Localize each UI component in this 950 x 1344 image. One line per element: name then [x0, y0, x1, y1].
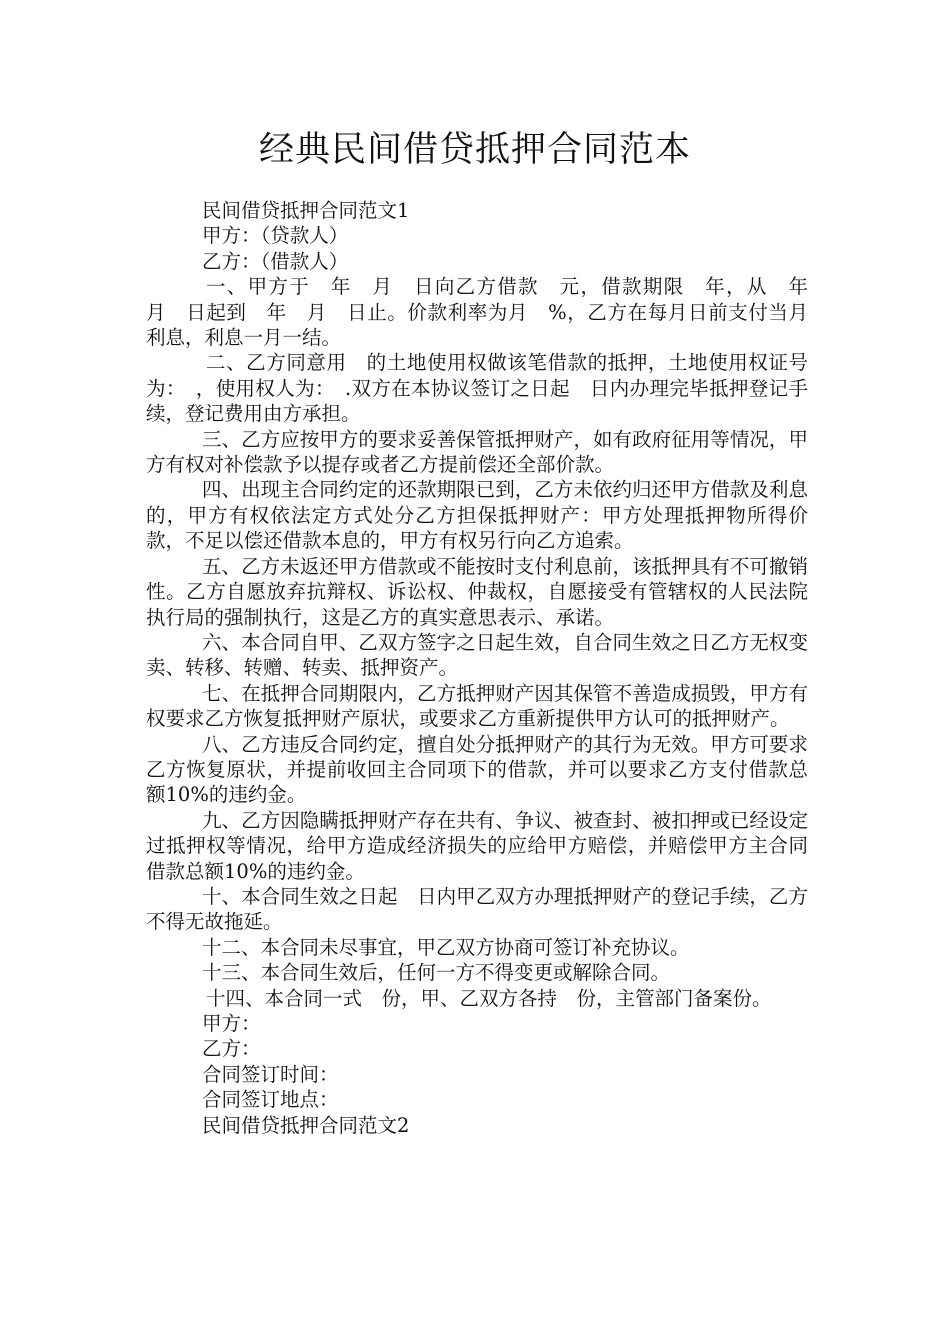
clause-2: 二、乙方同意用 的土地使用权做该笔借款的抵押，土地使用权证号为： ，使用权人为： .双方在本协议签订之日起 日内办理完毕抵押登记手续，登记费用由方承担。 [146, 351, 808, 426]
clause-4: 四、出现主合同约定的还款期限已到，乙方未依约归还甲方借款及利息的，甲方有权依法定方式处分乙方担保抵押财产：甲方处理抵押物所得价款，不足以偿还借款本息的，甲方有权另行向乙方追索。 [146, 478, 808, 553]
clause-7: 七、在抵押合同期限内，乙方抵押财产因其保管不善造成损毁，甲方有权要求乙方恢复抵押财产原状，或要求乙方重新提供甲方认可的抵押财产。 [146, 681, 808, 731]
paragraph-party-b: 乙方：（借款人） [202, 249, 349, 273]
clause-12: 十二、本合同未尽事宜，甲乙双方协商可签订补充协议。 [202, 935, 690, 959]
clause-14: 十四、本合同一式 份，甲、乙双方各持 份，主管部门备案份。 [206, 986, 772, 1010]
clause-3: 三、乙方应按甲方的要求妥善保管抵押财产，如有政府征用等情况，甲方有权对补偿款予以提存或者乙方提前偿还全部价款。 [146, 427, 808, 477]
clause-13: 十三、本合同生效后，任何一方不得变更或解除合同。 [202, 961, 671, 985]
clause-8: 八、乙方违反合同约定，擅自处分抵押财产的其行为无效。甲方可要求乙方恢复原状，并提前收回主合同项下的借款，并可以要求乙方支付借款总额10%的违约金。 [146, 732, 808, 807]
clause-5: 五、乙方未返还甲方借款或不能按时支付利息前，该抵押具有不可撤销性。乙方自愿放弃抗辩权、诉讼权、仲裁权，自愿接受有管辖权的人民法院执行局的强制执行，这是乙方的真实意思表示、承诺。 [146, 554, 808, 629]
clause-6: 六、本合同自甲、乙双方签字之日起生效，自合同生效之日乙方无权变卖、转移、转赠、转卖、抵押资产。 [146, 630, 808, 680]
paragraph-party-a: 甲方：（贷款人） [202, 224, 349, 248]
document-body [146, 198, 828, 1138]
clause-1: 一、甲方于 年 月 日向乙方借款 元，借款期限 年，从 年 月 日起到 年 月 日止。价款利率为月 %，乙方在每月日前支付当月利息，利息一月一结。 [146, 275, 828, 350]
signature-party-b: 乙方： [202, 1037, 261, 1061]
signing-place: 合同签订地点： [202, 1088, 339, 1112]
clause-9: 九、乙方因隐瞒抵押财产存在共有、争议、被查封、被扣押或已经设定过抵押权等情况，给甲方造成经济损失的应给甲方赔偿，并赔偿甲方主合同借款总额10%的违约金。 [146, 808, 808, 883]
document-title: 经典民间借贷抵押合同范本 [258, 130, 691, 170]
paragraph-sample-2-heading: 民间借贷抵押合同范文2 [202, 1113, 410, 1137]
signing-date: 合同签订时间： [202, 1062, 339, 1086]
signature-party-a: 甲方： [202, 1012, 261, 1035]
paragraph-sample-1-heading: 民间借贷抵押合同范文1 [202, 199, 410, 222]
clause-10: 十、本合同生效之日起 日内甲乙双方办理抵押财产的登记手续，乙方不得无故拖延。 [146, 884, 808, 934]
